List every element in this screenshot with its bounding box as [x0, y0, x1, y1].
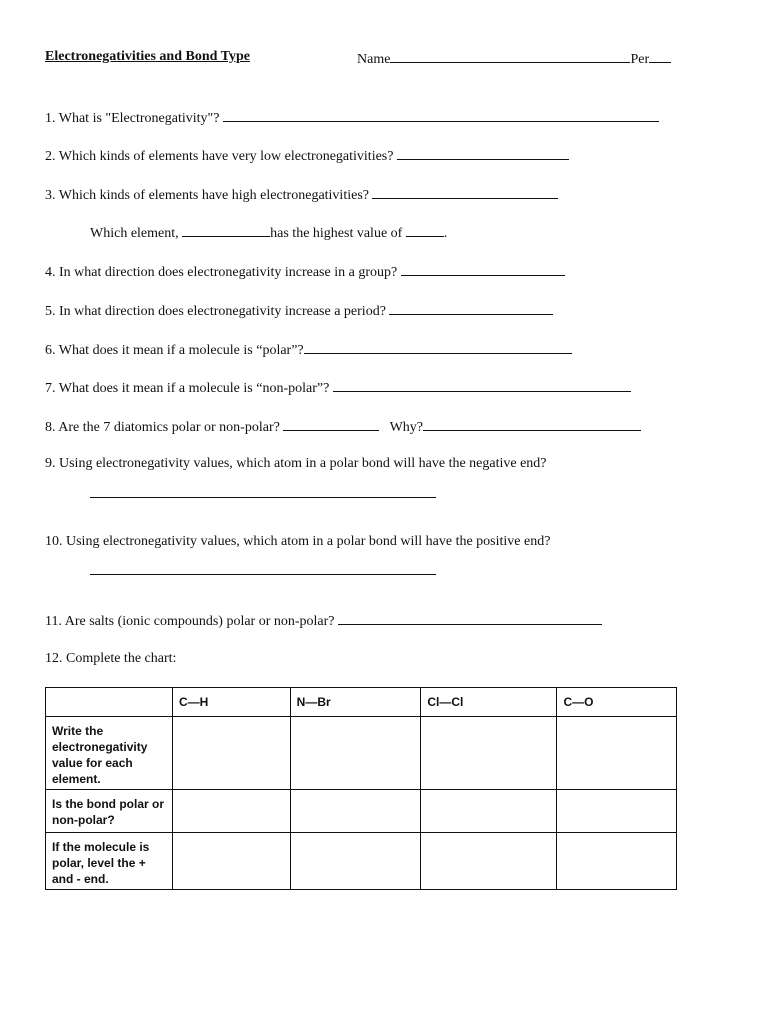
chart-header-row — [46, 688, 677, 717]
name-label: Name — [357, 52, 391, 67]
name-field[interactable] — [390, 48, 630, 63]
chart-answer-cell[interactable] — [290, 717, 421, 790]
question-3b-period: . — [443, 226, 448, 241]
chart-row-label: Write the electronegativity value for each element. — [46, 717, 173, 790]
question-5-text: 5. In what direction does electronegativity increase a period? — [45, 304, 386, 319]
question-7 — [45, 377, 631, 398]
chart-row — [46, 717, 677, 790]
element-name-field[interactable] — [182, 222, 270, 237]
answer-2-field[interactable] — [397, 145, 569, 160]
question-8-text: 8. Are the 7 diatomics polar or non-polar? — [45, 420, 280, 435]
chart-answer-cell[interactable] — [421, 790, 557, 833]
question-2-text: 2. Which kinds of elements have very low electronegativities? — [45, 149, 394, 164]
bond-chart — [45, 687, 677, 890]
question-8-why-label: Why? — [389, 420, 424, 435]
chart-answer-cell[interactable] — [557, 790, 677, 833]
answer-8-field[interactable] — [283, 416, 379, 431]
answer-8-why-field[interactable] — [423, 416, 641, 431]
chart-row — [46, 790, 677, 833]
answer-4-field[interactable] — [401, 261, 565, 276]
question-2 — [45, 145, 569, 166]
highest-value-field[interactable] — [406, 222, 444, 237]
question-4-text: 4. In what direction does electronegativity increase in a group? — [45, 265, 398, 280]
question-1-text: 1. What is "Electronegativity"? — [45, 111, 220, 126]
chart-column-header: N—Br — [290, 688, 421, 717]
question-10-text: 10. Using electronegativity values, which atom in a polar bond will have the positive end? — [45, 534, 551, 549]
question-3b-text-1: Which element, — [90, 226, 179, 241]
chart-row-label: If the molecule is polar, level the + and - end. — [46, 833, 173, 890]
chart-column-header: Cl—Cl — [421, 688, 557, 717]
answer-10-field[interactable] — [90, 574, 436, 575]
chart-answer-cell[interactable] — [173, 833, 291, 890]
chart-answer-cell[interactable] — [173, 790, 291, 833]
question-3b-text-2: has the highest value of — [270, 226, 403, 241]
question-11 — [45, 610, 602, 631]
question-9-text: 9. Using electronegativity values, which atom in a polar bond will have the negative end? — [45, 456, 547, 471]
question-1 — [45, 107, 659, 128]
chart-row-label: Is the bond polar or non-polar? — [46, 790, 173, 833]
answer-7-field[interactable] — [333, 377, 631, 392]
chart-row — [46, 833, 677, 890]
question-6 — [45, 339, 572, 360]
question-8 — [45, 416, 641, 437]
chart-answer-cell[interactable] — [421, 833, 557, 890]
chart-corner-cell — [46, 688, 173, 717]
period-label: Per — [630, 52, 650, 67]
question-3 — [45, 184, 558, 205]
chart-answer-cell[interactable] — [290, 790, 421, 833]
question-3-text: 3. Which kinds of elements have high electronegativities? — [45, 188, 369, 203]
question-12-text: 12. Complete the chart: — [45, 651, 177, 666]
question-7-text: 7. What does it mean if a molecule is “non-polar”? — [45, 381, 330, 396]
answer-6-field[interactable] — [304, 339, 572, 354]
answer-11-field[interactable] — [338, 610, 602, 625]
name-field-row — [357, 48, 671, 69]
worksheet-title: Electronegativities and Bond Type — [45, 49, 250, 64]
question-11-text: 11. Are salts (ionic compounds) polar or non-polar? — [45, 614, 335, 629]
question-6-text: 6. What does it mean if a molecule is “polar”? — [45, 343, 304, 358]
chart-answer-cell[interactable] — [421, 717, 557, 790]
chart-answer-cell[interactable] — [557, 717, 677, 790]
answer-3-field[interactable] — [372, 184, 558, 199]
chart-answer-cell[interactable] — [557, 833, 677, 890]
answer-1-field[interactable] — [223, 107, 659, 122]
period-field[interactable] — [649, 48, 671, 63]
chart-column-header: C—H — [173, 688, 291, 717]
chart-answer-cell[interactable] — [173, 717, 291, 790]
question-4 — [45, 261, 565, 282]
answer-5-field[interactable] — [389, 300, 553, 315]
question-3b — [90, 222, 447, 243]
question-5 — [45, 300, 553, 321]
chart-answer-cell[interactable] — [290, 833, 421, 890]
chart-column-header: C—O — [557, 688, 677, 717]
question-12 — [45, 650, 176, 668]
answer-9-field[interactable] — [90, 497, 436, 498]
question-10 — [45, 533, 550, 551]
question-9 — [45, 455, 547, 473]
